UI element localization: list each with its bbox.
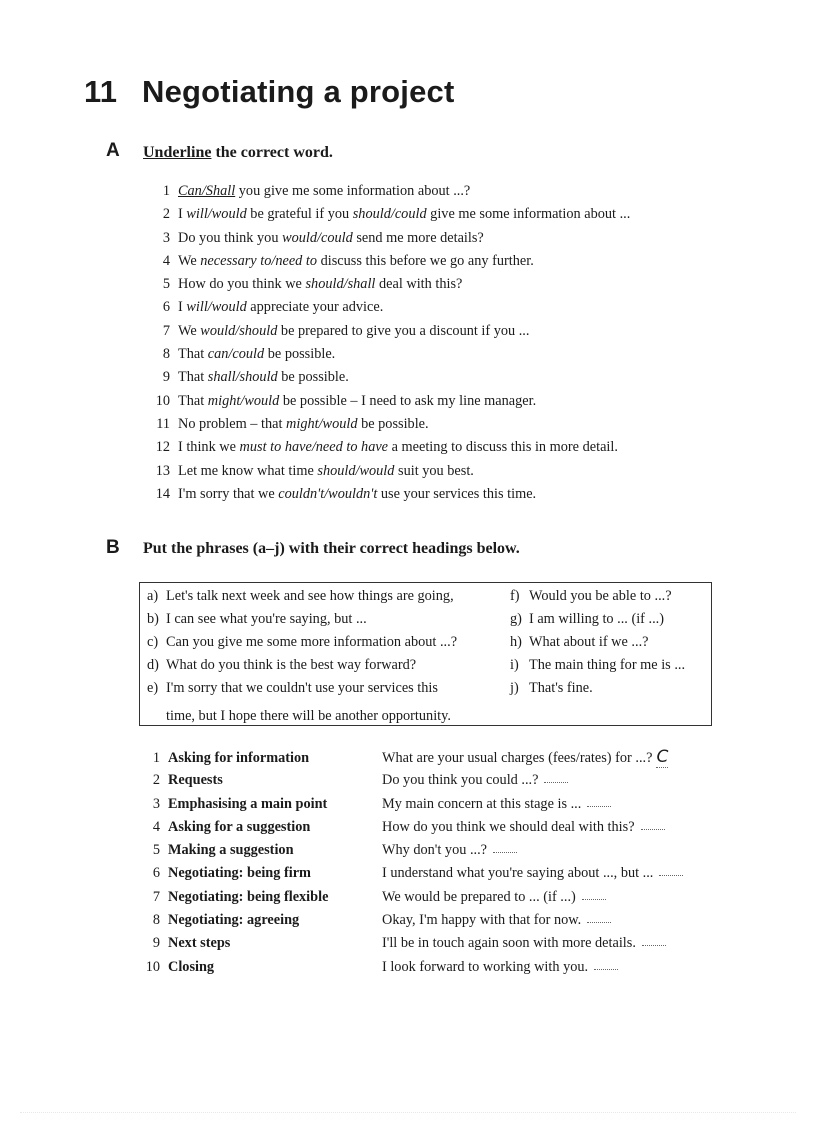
list-item [142,436,630,459]
unit-title [84,74,455,110]
word-options[interactable]: will/would [186,206,247,223]
section-b-instruction: Put the phrases (a–j) with their correct headings below. [143,540,520,557]
phrase-j [510,677,593,700]
item-text: Let me know what time [178,462,318,479]
phrase-label: d) [147,657,159,673]
list-item [142,460,630,483]
heading-row [142,816,683,839]
heading-label: Asking for information [168,750,310,766]
phrase-e [147,677,438,700]
heading-example: I look forward to working with you. [382,958,589,975]
section-a-instruction-rest: the correct word. [211,144,333,161]
word-options[interactable]: will/would [186,299,247,316]
list-item [142,296,630,319]
heading-number: 3 [152,795,160,812]
item-text: give me some information about ... [426,206,631,223]
phrase-text: Can you give me some more information about ...? [166,634,458,650]
phrase-label: g) [510,611,522,627]
word-options[interactable]: would/should [200,322,278,339]
phrase-a [147,585,454,608]
heading-label: Requests [168,772,223,789]
word-options[interactable]: should/shall [305,276,376,293]
heading-label: Next steps [168,935,231,952]
heading-example: Do you think you could ...? [382,772,539,789]
item-number: 4 [162,252,170,269]
list-item [142,343,630,366]
phrase-text: What do you think is the best way forward? [166,657,417,673]
answer-field[interactable]: C [656,747,669,767]
heading-example: Okay, I'm happy with that for now. [382,912,582,929]
item-number: 7 [162,322,170,339]
heading-row [142,886,683,909]
answer-blank[interactable] [659,867,683,876]
section-b-letter: B [106,537,120,558]
item-text: How do you think we [178,276,306,293]
item-number: 2 [162,206,170,223]
phrase-text: That's fine. [529,680,593,696]
phrase-i [510,654,685,677]
phrase-text: Let's talk next week and see how things are going, [166,588,454,604]
answer-blank[interactable] [493,844,517,853]
item-number: 12 [155,439,170,456]
phrase-label: e) [147,680,159,696]
item-text: be grateful if you [246,206,353,223]
item-text: I'm sorry that we [178,485,279,502]
list-item [142,390,630,413]
list-item [142,203,630,226]
word-options[interactable]: must to have/need to have [239,439,389,456]
heading-row [142,793,683,816]
item-number: 11 [156,415,170,432]
word-options[interactable]: Can/Shall [178,183,236,199]
phrase-h [510,631,649,654]
heading-number: 9 [152,935,160,952]
phrase-text: I am willing to ... (if ...) [529,611,665,627]
heading-label: Emphasising a main point [168,795,328,812]
phrase-label: j) [510,680,519,696]
heading-row [142,769,683,792]
unit-title-text: Negotiating a project [142,74,455,109]
item-text: be possible – I need to ask my line manager. [279,392,537,409]
list-item [142,250,630,273]
word-options[interactable]: might/would [207,392,280,409]
heading-number: 10 [145,958,160,975]
item-text: That [178,346,208,363]
phrase-text: The main thing for me is ... [529,657,686,673]
item-number: 14 [155,485,170,502]
list-item [142,273,630,296]
heading-example: How do you think we should deal with this? [382,818,635,835]
heading-number: 2 [152,772,160,789]
item-text: deal with this? [375,276,463,293]
item-number: 9 [162,369,170,386]
word-options[interactable]: can/could [207,346,265,363]
word-options[interactable]: should/would [317,462,395,479]
heading-row [142,956,683,979]
heading-row [142,746,683,769]
unit-number: 11 [84,74,118,109]
heading-example: I'll be in touch again soon with more details. [382,935,636,952]
section-b-headings [142,746,683,979]
section-a-instruction [143,144,333,162]
phrase-label: b) [147,611,159,627]
item-text: That [178,369,208,386]
heading-example: I understand what you're saying about ..., but ... [382,865,654,882]
page-bottom-rule [20,1112,796,1113]
heading-number: 6 [152,865,160,882]
item-text: That [178,392,208,409]
phrase-f [510,585,672,608]
item-text: We [178,322,201,339]
item-number: 13 [155,462,170,479]
heading-row [142,932,683,955]
phrase-label: a) [147,588,159,604]
word-options[interactable]: should/could [352,206,427,223]
heading-row [142,909,683,932]
answer-blank[interactable] [544,774,568,783]
phrase-text: What about if we ...? [529,634,649,650]
heading-label: Asking for a suggestion [168,818,311,835]
heading-row [142,839,683,862]
phrase-label: h) [510,634,522,650]
heading-example: Why don't you ...? [382,842,488,859]
phrase-text: I'm sorry that we couldn't use your services this [166,680,438,696]
item-text: be prepared to give you a discount if you ... [277,322,530,339]
heading-number: 1 [152,750,160,766]
list-item [142,413,630,436]
phrase-text: I can see what you're saying, but ... [166,611,367,627]
item-text: a meeting to discuss this in more detail. [388,439,618,456]
item-text: No problem – that [178,415,287,432]
item-number: 1 [162,183,170,199]
phrase-e-continuation: time, but I hope there will be another opportunity. [166,708,451,724]
word-options[interactable]: necessary to/need to [200,252,318,269]
heading-number: 5 [152,842,160,859]
item-text: We [178,252,201,269]
list-item [142,483,630,506]
item-number: 10 [155,392,170,409]
heading-example: We would be prepared to ... (if ...) [382,888,576,905]
item-text: use your services this time. [377,485,537,502]
list-item [142,366,630,389]
item-text: send me more details? [352,229,484,246]
answer-blank[interactable] [594,961,618,970]
item-text: be possible. [357,415,429,432]
item-text: be possible. [277,369,349,386]
phrase-label: c) [147,634,159,650]
heading-label: Negotiating: being flexible [168,888,329,905]
section-a-letter: A [106,140,120,161]
heading-label: Negotiating: being firm [168,865,311,882]
phrase-d [147,654,416,677]
item-text: Do you think you [178,229,283,246]
item-number: 3 [162,229,170,246]
answer-blank[interactable] [582,891,606,900]
item-text: be possible. [264,346,336,363]
heading-label: Making a suggestion [168,842,294,859]
section-a-instruction-underlined: Underline [143,144,212,161]
item-text: you give me some information about ...? [235,183,471,199]
item-text: appreciate your advice. [246,299,384,316]
section-a-list [142,180,630,506]
word-options[interactable]: might/would [286,415,358,432]
phrase-label: i) [510,657,519,673]
answer-blank[interactable] [587,914,611,923]
word-options[interactable]: shall/should [207,369,278,386]
heading-number: 7 [152,888,160,905]
word-options[interactable]: would/could [282,229,353,246]
heading-number: 8 [152,912,160,929]
answer-blank[interactable] [587,798,611,807]
heading-label: Closing [168,958,215,975]
item-number: 6 [162,299,170,316]
word-options[interactable]: couldn't/wouldn't [278,485,378,502]
phrase-label: f) [510,588,520,604]
item-text: I [178,299,187,316]
heading-number: 4 [152,818,160,835]
item-number: 5 [162,276,170,293]
answer-blank[interactable] [642,937,666,946]
phrase-c [147,631,457,654]
item-text: discuss this before we go any further. [317,252,534,269]
phrase-g [510,608,664,631]
heading-example: My main concern at this stage is ... [382,795,582,812]
item-text: suit you best. [394,462,474,479]
heading-label: Negotiating: agreeing [168,912,300,929]
phrase-text: Would you be able to ...? [529,588,672,604]
item-text: I [178,206,187,223]
heading-example: What are your usual charges (fees/rates) for ...? [382,750,653,766]
item-text: I think we [178,439,240,456]
list-item [142,227,630,250]
heading-row [142,862,683,885]
phrase-b [147,608,367,631]
list-item [142,320,630,343]
answer-blank[interactable] [641,821,665,830]
list-item [142,180,630,203]
item-number: 8 [162,346,170,363]
